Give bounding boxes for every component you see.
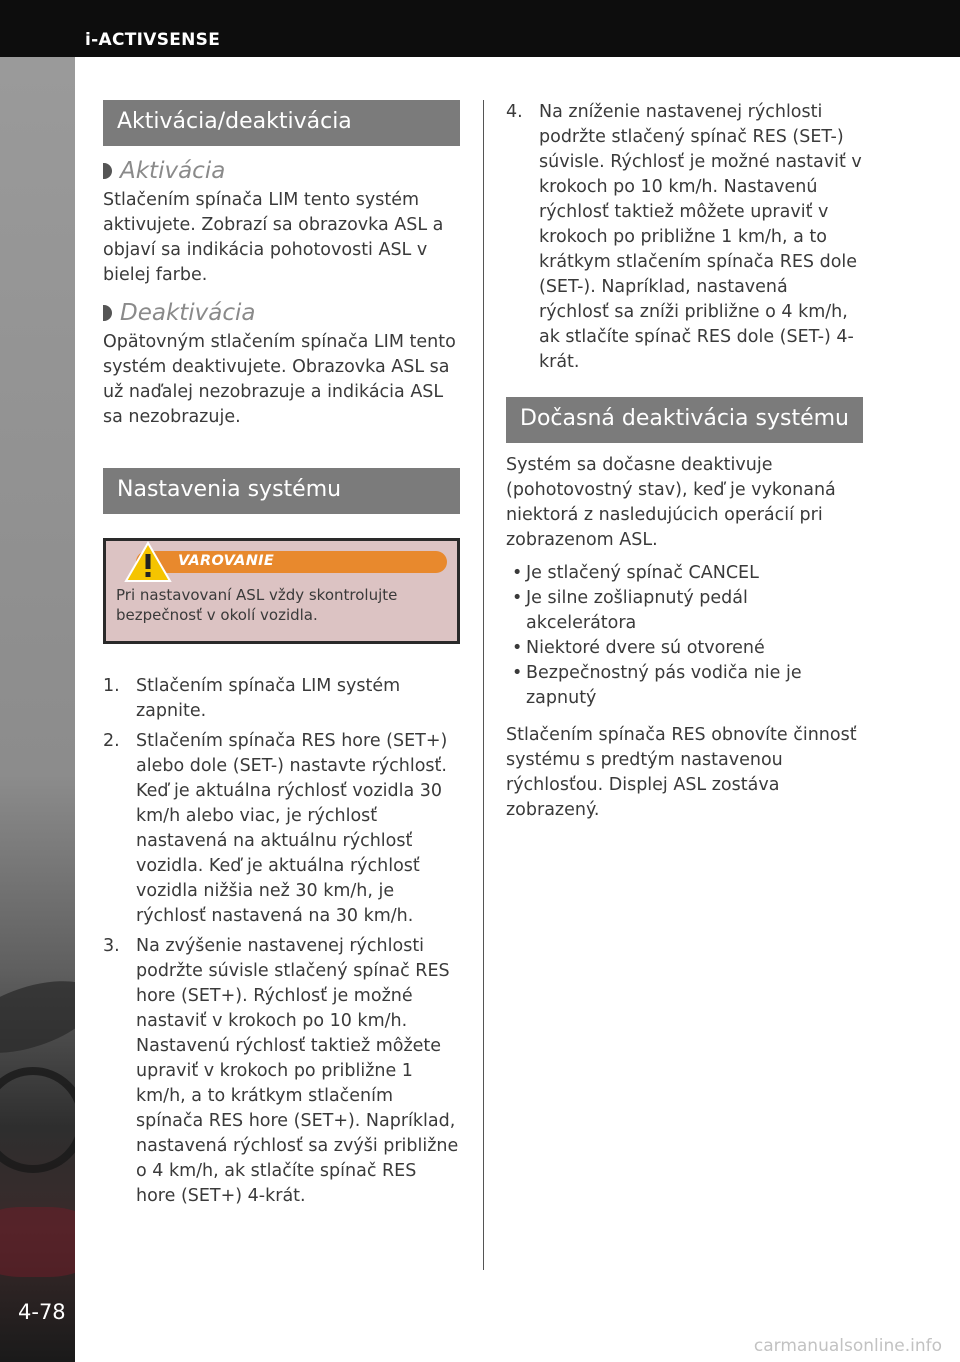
bullet-icon: • xyxy=(512,587,523,608)
subheading-activation xyxy=(103,158,460,184)
subheading-activation-text: Aktivácia xyxy=(120,157,226,184)
list-item xyxy=(512,636,863,661)
subheading-deactivation-text: Deaktivácia xyxy=(120,299,256,326)
step-text: Na zvýšenie nastavenej rýchlosti podržte súvisle stlačený spínač RES hore (SET+). Rýchlosť je možné nastaviť v krokoch po 10 km/h. Nastavenú rýchlosť taktiež môžete upraviť v krokoch po približne 1 km/h, a to krátkym stlačením spínača RES hore (SET+). Napríklad, nastavená rýchlosť sa zvýši približne o 4 km/h, ak stlačíte spínač RES hore (SET+) 4-krát. xyxy=(136,935,459,1206)
warning-box xyxy=(103,538,460,644)
watermark: carmanualsonline.info xyxy=(753,1336,942,1356)
step-text: Stlačením spínača RES hore (SET+) alebo dole (SET-) nastavte rýchlosť. Keď je aktuálna rýchlosť vozidla 30 km/h alebo viac, je rýchlosť nastavená na aktuálnu rýchlosť vozidla. Keď je aktuálna rýchlosť vozidla nižšia než 30 km/h, je rýchlosť nastavená na 30 km/h. xyxy=(136,730,448,926)
header-bar xyxy=(0,0,960,57)
temporary-deactivation-conditions xyxy=(506,561,863,711)
step-number: 3. xyxy=(103,935,120,956)
step-text: Na zníženie nastavenej rýchlosti podržte stlačený spínač RES (SET-) súvisle. Rýchlosť je možné nastaviť v krokoch po 10 km/h. Nastavenú rýchlosť taktiež môžete upraviť v krokoch po približne 1 km/h, a to krátkym stlačením spínača RES dole (SET-). Napríklad, nastavená rýchlosť sa zníži približne o 4 km/h, ak stlačíte spínač RES dole (SET-) 4-krát. xyxy=(539,102,862,372)
bullet-icon: • xyxy=(512,637,523,658)
list-item xyxy=(103,729,460,929)
step-text: Stlačením spínača LIM systém zapnite. xyxy=(136,675,401,721)
list-item xyxy=(512,561,863,586)
step-number: 4. xyxy=(506,102,523,122)
bullet-text: Je silne zošliapnutý pedál akcelerátora xyxy=(526,587,748,633)
warning-text: Pri nastavovaní ASL vždy skontrolujte bezpečnosť v okolí vozidla. xyxy=(116,585,398,624)
warning-label: VAROVANIE xyxy=(178,552,275,569)
section-title-temporary-deactivation: Dočasná deaktivácia systému xyxy=(506,397,863,443)
page-number: 4-78 xyxy=(18,1300,66,1324)
left-column xyxy=(103,100,460,1214)
step-number: 2. xyxy=(103,730,120,751)
sidebar-photo xyxy=(0,57,75,1362)
warning-label-bar xyxy=(136,551,447,573)
subheading-marker-icon xyxy=(103,305,112,321)
bullet-text: Niektoré dvere sú otvorené xyxy=(526,637,765,658)
list-item xyxy=(512,586,863,636)
subheading-deactivation xyxy=(103,300,460,326)
steering-wheel-shape xyxy=(0,1067,75,1173)
settings-steps xyxy=(103,674,460,1209)
settings-steps-continued xyxy=(506,100,863,375)
bullet-text: Je stlačený spínač CANCEL xyxy=(526,562,759,583)
list-item xyxy=(512,661,863,711)
seat-shape xyxy=(0,1207,75,1277)
temporary-deactivation-intro: Systém sa dočasne deaktivuje (pohotovostný stav), keď je vykonaná niektorá z nasledujúcich operácií pri zobrazenom ASL. xyxy=(506,454,836,550)
dashboard-shape xyxy=(0,967,75,1067)
chapter-title: i-ACTIVSENSE xyxy=(85,30,221,50)
warning-triangle-icon xyxy=(124,541,172,583)
section-title-activation: Aktivácia/deaktivácia xyxy=(103,100,460,146)
list-item xyxy=(506,100,863,375)
bullet-icon: • xyxy=(512,662,523,683)
bullet-text: Bezpečnostný pás vodiča nie je zapnutý xyxy=(526,662,802,708)
step-number: 1. xyxy=(103,675,120,696)
subheading-marker-icon xyxy=(103,163,112,179)
column-divider xyxy=(483,100,484,1270)
resume-text: Stlačením spínača RES obnovíte činnosť systému s predtým nastavenou rýchlosťou. Displej ASL zostáva zobrazený. xyxy=(506,724,857,820)
list-item xyxy=(103,934,460,1209)
bullet-icon: • xyxy=(512,562,523,583)
activation-text: Stlačením spínača LIM tento systém aktivujete. Zobrazí sa obrazovka ASL a objaví sa indikácia pohotovosti ASL v bielej farbe. xyxy=(103,189,444,285)
section-title-settings: Nastavenia systému xyxy=(103,468,460,514)
right-column xyxy=(506,100,863,823)
deactivation-text: Opätovným stlačením spínača LIM tento systém deaktivujete. Obrazovka ASL sa už naďalej nezobrazuje a indikácia ASL sa nezobrazuje. xyxy=(103,331,456,427)
list-item xyxy=(103,674,460,724)
